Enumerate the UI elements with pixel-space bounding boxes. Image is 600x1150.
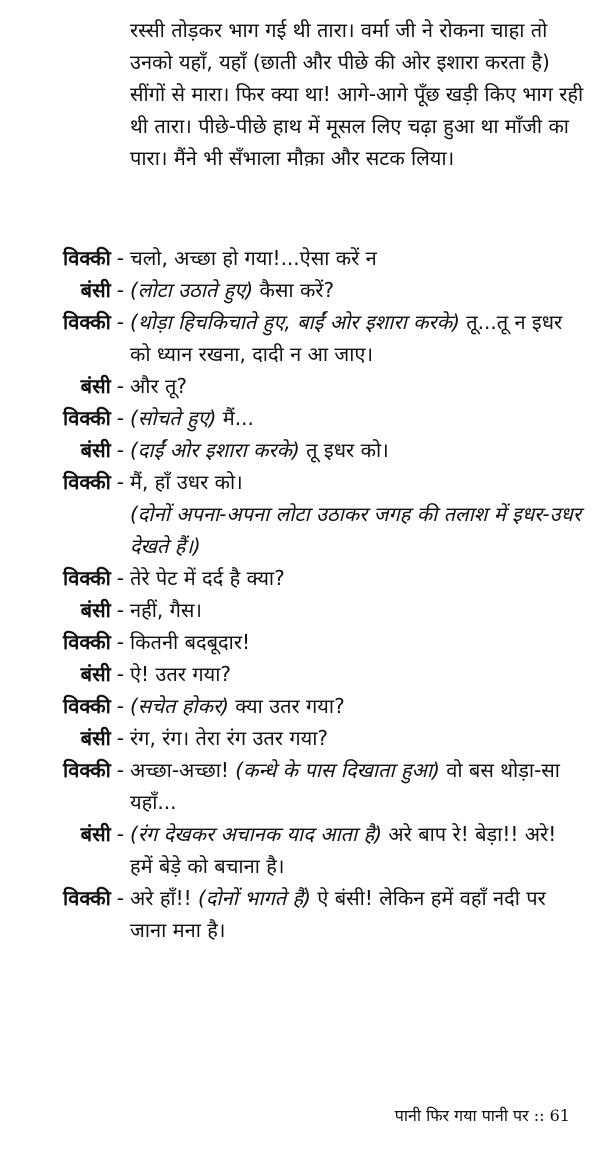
dialogue-text [130,498,585,562]
speaker-dash: - [116,886,124,910]
speaker-name: विक्की [63,758,111,782]
dialogue-text [130,818,585,882]
speaker-dash: - [116,726,124,750]
dialogue-text [130,594,585,626]
speaker-label [0,306,130,338]
stage-direction: (दोनों भागते हैं) [191,886,311,910]
spoken-text: अच्छा-अच्छा! [130,758,229,782]
dialogue-text [130,690,585,722]
spoken-text: चलो, अच्छा हो गया!...ऐसा करें न [130,246,377,270]
speaker-name: विक्की [63,630,111,654]
speaker-dash: - [116,822,124,846]
speaker-name: बंसी [80,598,111,622]
dialogue-line [0,242,600,274]
speaker-label [0,722,130,754]
speaker-dash: - [116,278,124,302]
stage-direction: (थोड़ा हिचकिचाते हुए, बाईं ओर इशारा करके) [130,310,460,334]
speaker-label [0,626,130,658]
speaker-name: विक्की [63,886,111,910]
speaker-label [0,466,130,498]
speaker-name: विक्की [63,470,111,494]
dialogue-text [130,722,585,754]
speaker-name: विक्की [63,566,111,590]
speaker-dash: - [116,758,124,782]
speaker-dash: - [116,630,124,654]
dialogue-line [0,370,600,402]
speaker-name: विक्की [63,406,111,430]
speaker-name: बंसी [80,278,111,302]
spoken-text: अरे हाँ!! [130,886,192,910]
spoken-text: मैं... [216,406,254,430]
spoken-text: ऐ! उतर गया? [130,662,231,686]
speaker-label [0,882,130,914]
spoken-text: तेरे पेट में दर्द है क्या? [130,566,285,590]
speaker-label [0,274,130,306]
dialogue-line [0,658,600,690]
speaker-label [0,754,130,786]
speaker-label [0,242,130,274]
speaker-name: विक्की [63,310,111,334]
dialogue-text [130,402,585,434]
spoken-text: मैं, हाँ उधर को। [130,470,243,494]
stage-direction: (दोनों अपना-अपना लोटा उठाकर जगह की तलाश में इधर-उधर देखते हैं।) [130,502,582,558]
stage-direction: (रंग देखकर अचानक याद आता है) [130,822,383,846]
spoken-text: तू इधर को। [299,438,389,462]
dialogue-line [0,306,600,370]
stage-direction: (कन्धे के पास दिखाता हुआ) [228,758,440,782]
dialogue-text [130,658,585,690]
speaker-label [0,594,130,626]
dialogue-text [130,306,585,370]
dialogue-line [0,754,600,818]
stage-direction: (लोटा उठाते हुए) [130,278,254,302]
dialogue-text [130,370,585,402]
spoken-text: क्या उतर गया? [228,694,345,718]
spoken-text: कितनी बदबूदार! [130,630,251,654]
speaker-name: बंसी [80,374,111,398]
speaker-name: विक्की [63,246,111,270]
dialogue-text [130,882,585,946]
speaker-name: बंसी [80,822,111,846]
speaker-dash: - [116,694,124,718]
dialogue-line [0,562,600,594]
stage-direction: (दाईं ओर इशारा करके) [130,438,300,462]
speaker-name: बंसी [80,662,111,686]
dialogue-line [0,274,600,306]
speaker-dash: - [116,246,124,270]
dialogue-text [130,274,585,306]
speaker-dash: - [116,598,124,622]
dialogue-text [130,562,585,594]
dialogue-text [130,434,585,466]
spoken-text: तू...तू न इधर को ध्यान रखना, दादी न आ जाए। [130,310,563,366]
dialogue-line [0,466,600,498]
spoken-text: रंग, रंग। तेरा रंग उतर गया? [130,726,328,750]
speaker-label [0,690,130,722]
speaker-dash: - [116,566,124,590]
spoken-text: वो बस थोड़ा-सा यहाँ... [130,758,560,814]
speaker-label [0,658,130,690]
speaker-name: बंसी [80,726,111,750]
dialogue-line [0,434,600,466]
dialogue-text [130,242,585,274]
dialogue-text [130,626,585,658]
dialogue-line [0,402,600,434]
speaker-label [0,562,130,594]
dialogue-line [0,882,600,946]
speaker-name: विक्की [63,694,111,718]
page-footer: पानी फिर गया पानी पर :: 61 [394,1106,570,1125]
speaker-label [0,370,130,402]
speaker-label [0,434,130,466]
dialogue-text [130,754,585,818]
spoken-text: और तू? [130,374,188,398]
spoken-text: नहीं, गैस। [130,598,202,622]
dialogue-line [0,818,600,882]
speaker-label [0,818,130,850]
stage-direction: (सोचते हुए) [130,406,217,430]
speaker-dash: - [116,662,124,686]
speaker-label [0,402,130,434]
dialogue-line [0,626,600,658]
dialogue-list [0,242,600,946]
spoken-text: ऐ बंसी! लेकिन हमें वहाँ नदी पर जाना मना है। [130,886,546,942]
speaker-dash: - [116,406,124,430]
stage-direction: (सचेत होकर) [130,694,229,718]
dialogue-line [0,722,600,754]
speaker-dash: - [116,374,124,398]
intro-paragraph: रस्सी तोड़कर भाग गई थी तारा। वर्मा जी ने रोकना चाहा तो उनको यहाँ, यहाँ (छाती और पीछे की ओर इशारा करता है) सींगों से मारा। फिर क्या था! आगे-आगे पूँछ खड़ी किए भाग रही थी तारा। पीछे-पीछे हाथ में मूसल लिए चढ़ा हुआ था माँजी का पारा। मैंने भी सँभाला मौक़ा और सटक लिया। [130,18,584,170]
dialogue-line [0,690,600,722]
speaker-dash: - [116,310,124,334]
dialogue-text [130,466,585,498]
dialogue-line [0,594,600,626]
spoken-text: कैसा करें? [253,278,335,302]
speaker-dash: - [116,438,124,462]
spoken-text: अरे बाप रे! बेड़ा!! अरे! हमें बेड़े को बचाना है। [130,822,557,878]
speaker-dash: - [116,470,124,494]
dialogue-line [0,498,600,562]
speaker-name: बंसी [80,438,111,462]
